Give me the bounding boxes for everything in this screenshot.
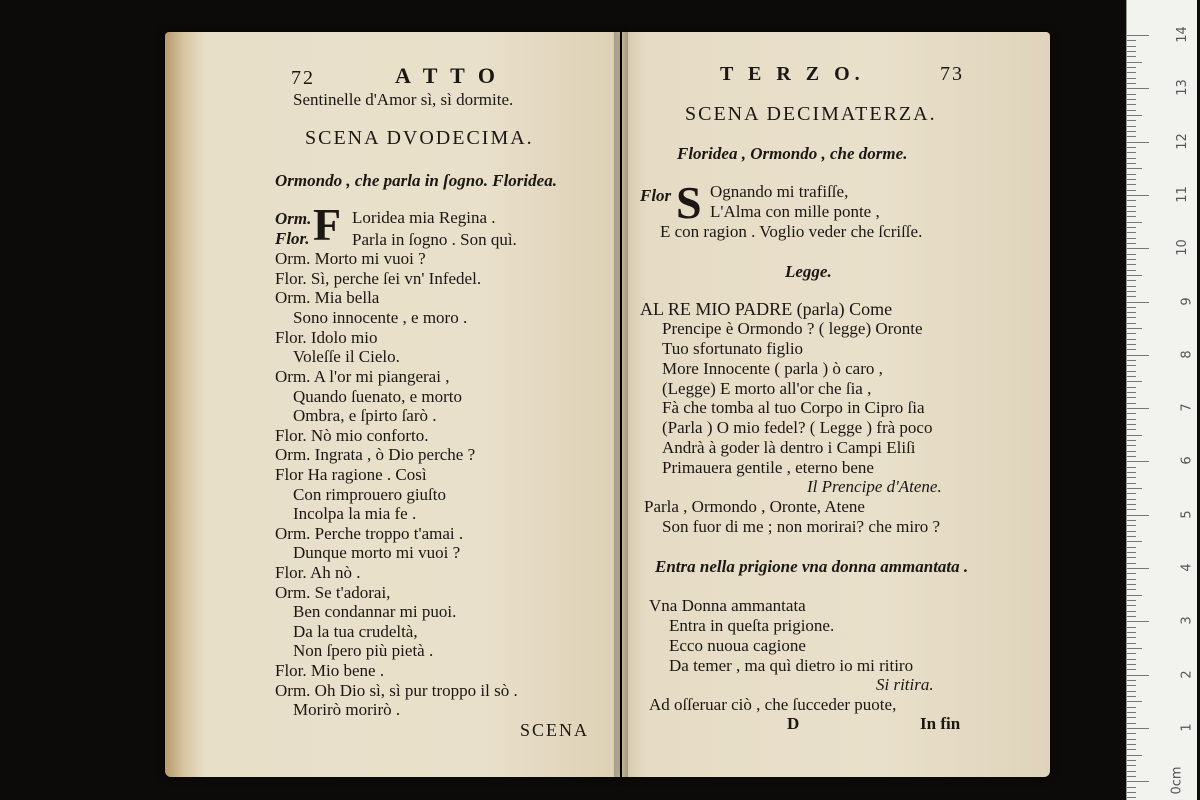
ruler-label: 2 (1179, 669, 1195, 679)
scene-heading: SCENA DVODECIMA. (305, 127, 534, 149)
scene-characters: Ormondo , che parla in ſogno. Floridea. (275, 171, 557, 190)
ruler-tick (1127, 211, 1136, 212)
ruler-label: 7 (1179, 403, 1195, 412)
ruler-label: 6 (1179, 456, 1195, 466)
ruler-tick (1127, 259, 1136, 260)
ruler-tick (1127, 280, 1136, 281)
ruler-tick (1127, 158, 1136, 159)
running-head-right: T E R Z O. (720, 63, 865, 85)
ruler-tick (1127, 520, 1136, 521)
ruler-tick (1127, 46, 1136, 47)
ruler-tick (1127, 94, 1136, 95)
text-line: Da la tua crudeltà, (293, 622, 418, 641)
speaker: Flor (640, 186, 672, 205)
ruler-tick (1127, 302, 1149, 303)
ruler-tick (1127, 573, 1136, 574)
ruler-tick (1127, 349, 1136, 350)
ruler-tick (1127, 328, 1142, 329)
ruler-tick (1127, 781, 1149, 782)
ruler-tick (1127, 488, 1142, 489)
text-line: Da temer , ma quì dietro io mi ritiro (669, 656, 914, 675)
ruler-tick (1127, 248, 1149, 249)
ruler-tick (1127, 360, 1136, 361)
page-number-left: 72 (291, 67, 315, 89)
ruler-tick (1127, 504, 1136, 505)
ruler-tick (1127, 749, 1136, 750)
ruler-tick (1127, 531, 1136, 532)
ruler-tick (1127, 365, 1136, 366)
text-line: Morirò morirò . (293, 700, 401, 719)
ruler-label: 12 (1175, 132, 1191, 150)
text-line: Parla , Ormondo , Oronte, Atene (644, 497, 865, 516)
text-line: Tuo sfortunato figlio (662, 339, 804, 358)
ruler-label: 5 (1179, 510, 1195, 519)
text-line: Sono innocente , e moro . (293, 308, 468, 327)
ruler-tick (1127, 142, 1149, 143)
text-line: Flor. Ah nò . (275, 563, 361, 582)
ruler-tick (1127, 792, 1136, 793)
ruler-tick (1127, 627, 1136, 628)
ruler-tick (1127, 723, 1136, 724)
ruler-tick (1127, 776, 1136, 777)
ruler-tick (1127, 760, 1136, 761)
text-line: Prencipe è Ormondo ? ( legge) Oronte (662, 319, 923, 338)
ruler-tick (1127, 536, 1136, 537)
ruler-tick (1127, 472, 1136, 473)
ruler-tick (1127, 99, 1136, 100)
ruler-tick (1127, 440, 1136, 441)
text-line: Voleſſe il Cielo. (293, 347, 400, 366)
ruler-tick (1127, 195, 1149, 196)
ruler-tick (1127, 435, 1142, 436)
ruler-tick (1127, 67, 1136, 68)
text-line: Orm. Se t'adorai, (275, 583, 391, 602)
text-line: (Parla ) O mio fedel? ( Legge ) frà poco (662, 418, 933, 437)
ruler-tick (1127, 104, 1136, 105)
ruler-tick (1127, 680, 1136, 681)
ruler-tick (1127, 600, 1136, 601)
ruler-tick (1127, 40, 1136, 41)
ruler-tick (1127, 675, 1149, 676)
ruler-tick (1127, 381, 1142, 382)
ruler-tick (1127, 707, 1136, 708)
text-line: Dunque morto mi vuoi ? (293, 543, 461, 562)
text-line: Ombra, e ſpirto ſarò . (293, 406, 437, 425)
ruler-tick (1127, 557, 1136, 558)
text-line: Orm. Morto mi vuoi ? (275, 249, 426, 268)
ruler-tick (1127, 83, 1136, 84)
ruler-tick (1127, 744, 1136, 745)
ruler-tick (1127, 467, 1136, 468)
ruler-tick (1127, 621, 1149, 622)
ruler-label: 4 (1179, 563, 1195, 572)
ruler-label: 1 (1179, 723, 1195, 732)
ruler-tick (1127, 35, 1149, 36)
ruler-tick (1127, 648, 1142, 649)
text-line: Quando ſuenato, e morto (293, 387, 463, 406)
text-line: Loridea mia Regina . (352, 208, 496, 227)
ruler-tick (1127, 632, 1136, 633)
ruler-tick (1127, 637, 1136, 638)
ruler-tick (1127, 291, 1136, 292)
text-line: Ecco nuoua cagione (669, 636, 806, 655)
ruler-tick (1127, 264, 1136, 265)
ruler-tick (1127, 339, 1136, 340)
ruler-tick (1127, 733, 1136, 734)
text-line: Flor. Nò mio conforto. (275, 426, 429, 445)
ruler-tick (1127, 717, 1136, 718)
text-line: AL RE MIO PADRE (parla) Come (640, 299, 893, 319)
text-line: Incolpa la mia fe . (293, 504, 417, 523)
ruler-tick (1127, 691, 1136, 692)
drop-cap: S (676, 177, 702, 228)
ruler-tick (1127, 771, 1136, 772)
ruler-tick (1127, 419, 1136, 420)
signature-mark: D (787, 714, 800, 733)
text-line: Orm. Ingrata , ò Dio perche ? (275, 445, 476, 464)
ruler-tick (1127, 222, 1142, 223)
ruler-tick (1127, 110, 1136, 111)
ruler-tick (1127, 403, 1136, 404)
ruler-tick (1127, 525, 1136, 526)
ruler-tick (1127, 701, 1142, 702)
ruler-tick (1127, 445, 1136, 446)
text-line: Parla in ſogno . Son quì. (352, 230, 517, 249)
text-line: (Legge) E morto all'or che ſia , (662, 379, 872, 398)
open-book (165, 32, 1055, 782)
text-line: Andrà à goder là dentro i Campi Eliſi (662, 438, 916, 457)
ruler-tick (1127, 56, 1136, 57)
ruler-tick (1127, 131, 1136, 132)
ruler-tick (1127, 232, 1136, 233)
ruler-tick (1127, 787, 1136, 788)
ruler-tick (1127, 605, 1136, 606)
text-line: Non ſpero più pietà . (293, 641, 434, 660)
text-line: Orm. Mia bella (275, 288, 380, 307)
ruler-tick (1127, 184, 1136, 185)
text-line: Orm. Oh Dio sì, sì pur troppo il sò . (275, 681, 518, 700)
ruler-tick (1127, 477, 1136, 478)
measuring-ruler (1126, 0, 1197, 800)
stage-direction: Entra nella prigione vna donna ammantata . (655, 557, 969, 576)
ruler-tick (1127, 696, 1136, 697)
ruler-tick (1127, 115, 1142, 116)
stage-direction: Legge. (785, 262, 832, 281)
ruler-tick (1127, 424, 1136, 425)
ruler-tick (1127, 643, 1136, 644)
scene-heading: SCENA DECIMATERZA. (685, 103, 937, 125)
left-page (165, 32, 620, 777)
text-line: More Innocente ( parla ) ò caro , (662, 359, 883, 378)
ruler-label: 3 (1179, 616, 1195, 625)
ruler-tick (1127, 152, 1136, 153)
ruler-tick (1127, 227, 1136, 228)
ruler-tick (1127, 206, 1136, 207)
ruler-tick (1127, 62, 1142, 63)
text-line: E con ragion . Voglio veder che ſcriſſe. (660, 222, 923, 241)
ruler-tick (1127, 509, 1136, 510)
text-line: Ad oſſeruar ciò , che ſucceder puote, (649, 695, 897, 714)
ruler-tick (1127, 72, 1136, 73)
ruler-tick (1127, 392, 1136, 393)
ruler-tick (1127, 270, 1136, 271)
ruler-label: 11 (1175, 186, 1191, 203)
ruler-tick (1127, 174, 1136, 175)
right-page (622, 32, 1050, 777)
ruler-label: 10 (1175, 239, 1191, 256)
ruler-label: 9 (1179, 296, 1195, 306)
ruler-tick (1127, 515, 1149, 516)
ruler-label: 0cm (1169, 766, 1185, 795)
ruler-tick (1127, 387, 1136, 388)
ruler-tick (1127, 413, 1136, 414)
ruler-tick (1127, 190, 1136, 191)
ruler-tick (1127, 797, 1136, 798)
text-line: Ognando mi trafiſſe, (710, 182, 849, 201)
text-line: Son fuor di me ; non morirai? che miro ? (662, 517, 941, 536)
ruler-tick (1127, 584, 1136, 585)
ruler-tick (1127, 126, 1136, 127)
text-line: Fà che tomba al tuo Corpo in Cipro ſia (662, 398, 925, 417)
ruler-tick (1127, 333, 1136, 334)
ruler-tick (1127, 669, 1136, 670)
book-spine (614, 32, 628, 777)
scene-characters: Floridea , Ormondo , che dorme. (677, 144, 908, 163)
ruler-tick (1127, 243, 1136, 244)
ruler-tick (1127, 579, 1136, 580)
text-line: Entra in queſta prigione. (669, 616, 835, 635)
ruler-tick (1127, 200, 1136, 201)
ruler-tick (1127, 616, 1136, 617)
ruler-label: 14 (1175, 26, 1191, 43)
catchword: SCENA (520, 720, 590, 740)
ruler-tick (1127, 163, 1136, 164)
text-line: Flor. Sì, perche ſei vn' Infedel. (275, 269, 482, 288)
ruler-tick (1127, 739, 1136, 740)
ruler-tick (1127, 317, 1136, 318)
ruler-tick (1127, 397, 1136, 398)
ruler-tick (1127, 296, 1136, 297)
ruler-tick (1127, 499, 1136, 500)
ruler-tick (1127, 323, 1136, 324)
ruler-tick (1127, 568, 1149, 569)
ruler-tick (1127, 254, 1136, 255)
ruler-tick (1127, 179, 1136, 180)
text-line: Sentinelle d'Amor sì, sì dormite. (293, 90, 514, 109)
ruler-tick (1127, 755, 1142, 756)
ruler-tick (1127, 493, 1136, 494)
ruler-tick (1127, 286, 1136, 287)
ruler-tick (1127, 355, 1149, 356)
running-head-left: A T T O (395, 63, 500, 88)
drop-cap: F (313, 199, 342, 250)
ruler-tick (1127, 147, 1136, 148)
ruler-tick (1127, 595, 1142, 596)
text-line: Flor Ha ragione . Così (275, 465, 427, 484)
ruler-tick (1127, 712, 1136, 713)
ruler-tick (1127, 120, 1136, 121)
ruler-tick (1127, 611, 1136, 612)
ruler-tick (1127, 664, 1136, 665)
ruler-tick (1127, 563, 1136, 564)
catchword: In fin (920, 714, 961, 733)
text-line: Orm. A l'or mi piangerai , (275, 367, 450, 386)
ruler-tick (1127, 451, 1136, 452)
ruler-tick (1127, 216, 1136, 217)
ruler-tick (1127, 376, 1136, 377)
signature: Il Prencipe d'Atene. (807, 477, 942, 496)
ruler-tick (1127, 541, 1142, 542)
ruler-tick (1127, 312, 1136, 313)
speaker: Flor. (275, 229, 310, 248)
ruler-tick (1127, 589, 1136, 590)
ruler-tick (1127, 78, 1136, 79)
ruler-label: 8 (1179, 350, 1195, 359)
ruler-tick (1127, 685, 1136, 686)
ruler-tick (1127, 659, 1136, 660)
ruler-tick (1127, 238, 1136, 239)
ruler-tick (1127, 408, 1149, 409)
ruler-tick (1127, 88, 1149, 89)
speaker: Orm. (275, 209, 312, 228)
text-line: Flor. Mio bene . (275, 661, 385, 680)
ruler-tick (1127, 168, 1142, 169)
ruler-tick (1127, 552, 1136, 553)
text-line: Orm. Perche troppo t'amai . (275, 524, 464, 543)
ruler-tick (1127, 653, 1136, 654)
ruler-tick (1127, 51, 1136, 52)
ruler-tick (1127, 547, 1136, 548)
text-line: Ben condannar mi puoi. (293, 602, 457, 621)
page-number-right: 73 (940, 63, 964, 85)
stage-direction: Si ritira. (876, 675, 934, 694)
ruler-tick (1127, 429, 1136, 430)
ruler-tick (1127, 728, 1149, 729)
ruler-tick (1127, 371, 1136, 372)
ruler-tick (1127, 483, 1136, 484)
ruler-tick (1127, 456, 1136, 457)
ruler-tick (1127, 307, 1136, 308)
ruler-label: 13 (1175, 79, 1191, 97)
text-line: Vna Donna ammantata (649, 596, 806, 615)
text-line: L'Alma con mille ponte , (710, 202, 880, 221)
text-line: Primauera gentile , eterno bene (662, 458, 874, 477)
ruler-tick (1127, 136, 1136, 137)
ruler-tick (1127, 765, 1136, 766)
text-line: Con rimprouero giuſto (293, 485, 446, 504)
ruler-tick (1127, 461, 1149, 462)
ruler-tick (1127, 344, 1136, 345)
text-line: Flor. Idolo mio (275, 328, 378, 347)
ruler-tick (1127, 275, 1142, 276)
